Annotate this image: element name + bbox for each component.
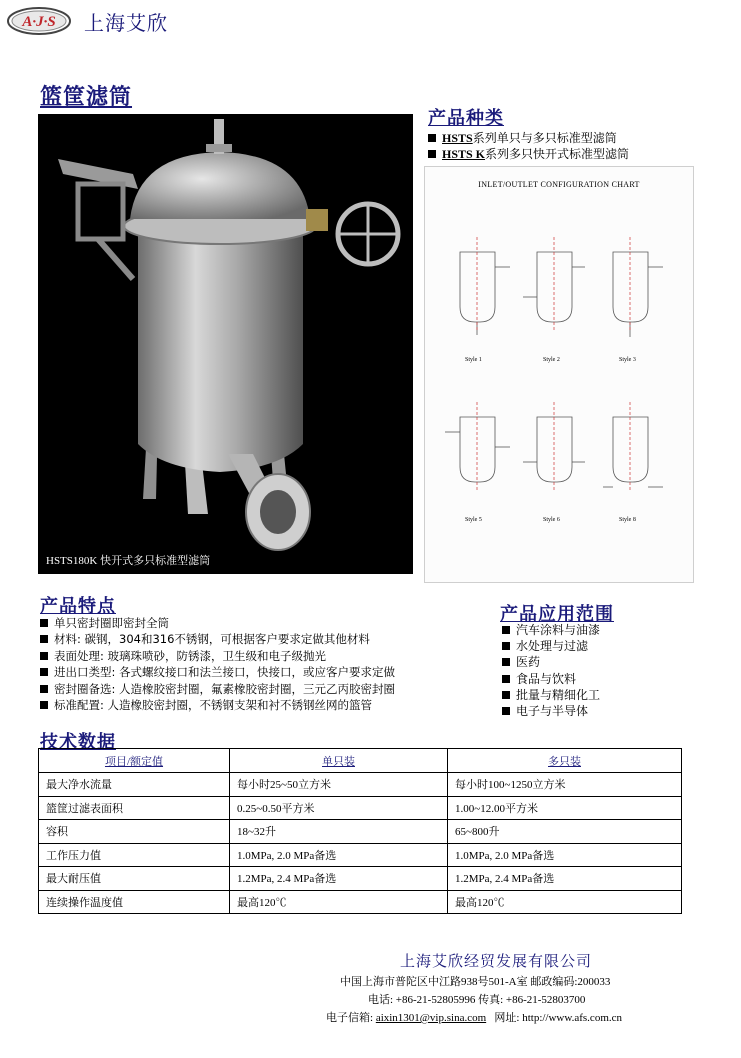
table-header-row	[39, 749, 682, 773]
table-cell: 篮筐过滤表面积	[39, 796, 230, 820]
table-cell: 容积	[39, 820, 230, 844]
company-name: 上海艾欣经贸发展有限公司	[400, 952, 593, 970]
table-cell: 工作压力值	[39, 843, 230, 867]
applications-heading: 产品应用范围	[500, 604, 614, 625]
bullet-icon	[40, 668, 48, 676]
applications-list	[502, 622, 600, 719]
table-cell: 1.2MPa, 2.4 MPa备选	[448, 867, 682, 891]
series-code: HSTS K	[442, 147, 486, 161]
features-heading: 产品特点	[40, 596, 116, 617]
table-row	[39, 773, 682, 797]
column-header: 单只装	[230, 749, 448, 773]
company-phone: 电话: +86-21-52805996 传真: +86-21-52803700	[368, 994, 586, 1006]
table-cell: 每小时25~50立方米	[230, 773, 448, 797]
bullet-icon	[428, 150, 436, 158]
style-label: Style 3	[619, 357, 636, 363]
list-item	[40, 631, 395, 647]
list-item	[502, 687, 600, 703]
bullet-icon	[502, 658, 510, 666]
product-types-heading: 产品种类	[428, 108, 504, 129]
table-row	[39, 796, 682, 820]
table-cell: 最大净水流量	[39, 773, 230, 797]
table-row	[39, 820, 682, 844]
email-link[interactable]: aixin1301@vip.sina.com	[375, 1012, 487, 1024]
feature-text: 标准配置: 人造橡胶密封圈，不锈钢支架和衬不锈钢丝网的篮管	[54, 698, 373, 713]
bullet-icon	[40, 652, 48, 660]
feature-text: 材料: 碳钢，304和316不锈钢，可根据客户要求定做其他材料	[54, 632, 370, 647]
list-item	[40, 664, 395, 680]
list-item	[40, 615, 395, 631]
product-photo	[38, 114, 413, 574]
list-item	[428, 146, 629, 162]
table-cell: 每小时100~1250立方米	[448, 773, 682, 797]
style-label: Style 8	[619, 517, 636, 523]
table-cell: 1.0MPa, 2.0 MPa备选	[230, 843, 448, 867]
company-address: 中国上海市普陀区中江路938号501-A室 邮政编码:200033	[340, 976, 611, 988]
bullet-icon	[40, 635, 48, 643]
page-title: 篮筐滤筒	[40, 85, 133, 110]
style-label: Style 2	[543, 357, 560, 363]
table-row	[39, 843, 682, 867]
bullet-icon	[502, 626, 510, 634]
table-cell: 最高120℃	[448, 890, 682, 914]
application-text: 汽车涂料与油漆	[516, 623, 601, 637]
table-cell: 最高120℃	[230, 890, 448, 914]
list-item	[502, 622, 600, 638]
series-desc: 系列单只与多只标准型滤筒	[472, 131, 617, 145]
bullet-icon	[502, 642, 510, 650]
bullet-icon	[40, 619, 48, 627]
table-cell: 1.0MPa, 2.0 MPa备选	[448, 843, 682, 867]
table-row	[39, 890, 682, 914]
style-label: Style 1	[465, 357, 482, 363]
bullet-icon	[502, 675, 510, 683]
list-item	[502, 671, 600, 687]
tech-data-heading: 技术数据	[40, 732, 116, 753]
features-list	[40, 615, 395, 713]
list-item	[428, 130, 629, 146]
feature-text: 进出口类型: 各式螺纹接口和法兰接口，快接口，或应客户要求定做	[54, 665, 396, 680]
application-text: 电子与半导体	[516, 704, 589, 719]
website-text[interactable]: 网址: http://www.afs.com.cn	[494, 1012, 623, 1024]
configuration-chart	[424, 166, 694, 583]
table-cell: 65~800升	[448, 820, 682, 844]
style-label: Style 5	[465, 517, 482, 523]
list-item	[502, 703, 600, 719]
bullet-icon	[40, 685, 48, 693]
bullet-icon	[502, 691, 510, 699]
list-item	[40, 681, 395, 697]
tech-data-table	[38, 748, 682, 914]
application-text: 水处理与过滤	[516, 639, 589, 654]
column-header: 多只装	[448, 749, 682, 773]
series-code: HSTS	[442, 131, 473, 145]
style-label: Style 6	[543, 517, 560, 523]
photo-caption: HSTS180K 快开式多只标准型滤筒	[46, 555, 211, 567]
product-types-list	[428, 130, 629, 162]
email-label: 电子信箱:	[326, 1012, 374, 1024]
feature-text: 密封圈备选: 人造橡胶密封圈，氟素橡胶密封圈，三元乙丙胶密封圈	[54, 681, 396, 696]
chart-title: INLET/OUTLET CONFIGURATION CHART	[478, 180, 640, 189]
company-logo	[6, 6, 72, 36]
feature-text: 单只密封圈即密封全筒	[54, 616, 169, 630]
list-item	[502, 654, 600, 670]
application-text: 批量与精细化工	[516, 687, 601, 702]
column-header: 项目/额定值	[39, 749, 230, 773]
bullet-icon	[40, 701, 48, 709]
list-item	[502, 638, 600, 654]
bullet-icon	[428, 134, 436, 142]
table-cell: 1.2MPa, 2.4 MPa备选	[230, 867, 448, 891]
application-text: 医药	[516, 655, 541, 670]
table-cell: 最大耐压值	[39, 867, 230, 891]
list-item	[40, 648, 395, 664]
table-row	[39, 867, 682, 891]
application-text: 食品与饮料	[516, 671, 577, 686]
series-desc: 系列多只快开式标准型滤筒	[485, 147, 630, 161]
table-cell: 0.25~0.50平方米	[230, 796, 448, 820]
contact-line	[326, 1009, 622, 1025]
feature-text: 表面处理: 玻璃珠喷砂，防锈漆，卫生级和电子级抛光	[54, 648, 327, 663]
list-item	[40, 697, 395, 713]
bullet-icon	[502, 707, 510, 715]
brand-name: 上海艾欣	[84, 11, 168, 35]
svg-text:A·J·S: A·J·S	[22, 14, 56, 30]
table-cell: 18~32升	[230, 820, 448, 844]
table-cell: 1.00~12.00平方米	[448, 796, 682, 820]
table-cell: 连续操作温度值	[39, 890, 230, 914]
